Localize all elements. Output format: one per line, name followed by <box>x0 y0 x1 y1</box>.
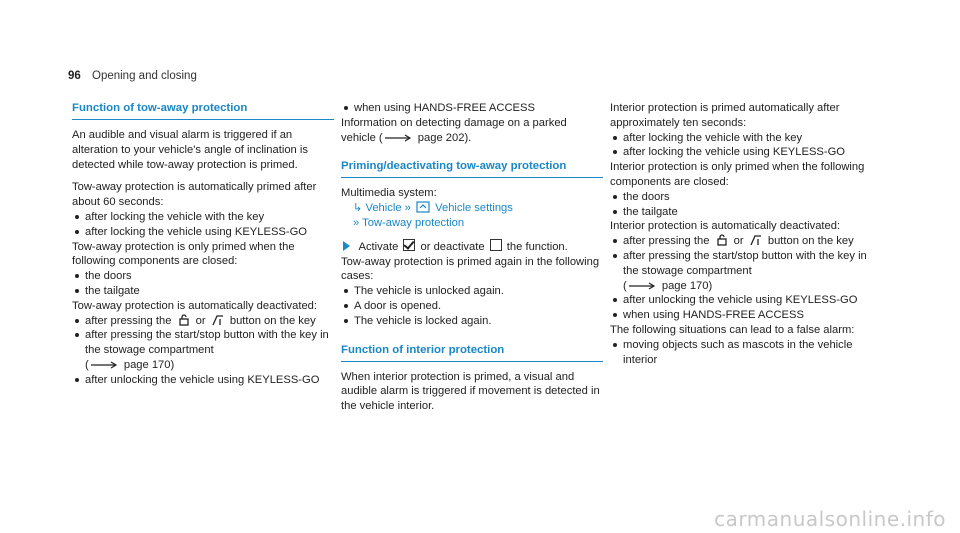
paragraph: Tow-away protection is automatically primed after about 60 seconds: <box>72 181 317 209</box>
list-item: when using HANDS-FREE ACCESS <box>610 308 872 323</box>
double-chevron-icon: » <box>353 216 360 229</box>
list-item: The vehicle is locked again. <box>341 314 603 329</box>
list-text: after pressing the start/stop button with the key in the stowage compartment <box>623 249 867 277</box>
column-3 <box>610 101 872 367</box>
list-item: The vehicle is unlocked again. <box>341 284 603 299</box>
list-item: after locking the vehicle using KEYLESS-GO <box>610 145 872 160</box>
page-ref-arrow-icon <box>629 282 657 290</box>
column-2 <box>341 101 603 414</box>
list-item: after locking the vehicle with the key <box>610 131 872 146</box>
list-item: the doors <box>72 269 334 284</box>
paragraph: Interior protection is primed automatically after approximately ten seconds: <box>610 102 840 129</box>
system-label: Multimedia system: <box>341 187 437 200</box>
page-reference[interactable]: page 202). <box>417 131 472 144</box>
checkbox-checked-icon <box>403 239 415 251</box>
list-item: after locking the vehicle using KEYLESS-GO <box>72 225 334 240</box>
list-text: after pressing the <box>623 235 710 248</box>
instruction-text: or deactivate <box>420 240 485 253</box>
list-item: moving objects such as mascots in the vehicle interior <box>610 338 872 368</box>
bullet-list <box>341 101 603 116</box>
bullet-list <box>610 338 872 368</box>
paragraph: Tow-away protection is only primed when the following components are closed: <box>72 240 295 268</box>
list-text: after pressing the <box>85 314 172 327</box>
bullet-list <box>610 190 872 220</box>
list-text: or <box>195 314 206 327</box>
instruction <box>341 239 603 255</box>
list-item: A door is opened. <box>341 299 603 314</box>
menu-path-vehicle[interactable]: Vehicle <box>365 202 402 215</box>
list-text: or <box>733 235 744 248</box>
list-text: button on the key <box>767 235 854 248</box>
list-item: when using HANDS-FREE ACCESS <box>341 101 603 116</box>
page-number: 96 <box>68 70 81 82</box>
bullet-list <box>72 269 334 299</box>
unlock-icon <box>177 314 191 326</box>
paragraph: Tow-away protection is automatically deactivated: <box>72 299 317 312</box>
list-text: button on the key <box>229 314 316 327</box>
watermark: carmanualsonline.info <box>714 507 946 532</box>
list-item: the doors <box>610 190 872 205</box>
checkbox-empty-icon <box>490 239 502 251</box>
instruction-text: Activate <box>358 240 399 253</box>
paragraph <box>341 116 603 146</box>
list-item: after pressing the start/stop button with the key in the stowage compartment ( page 170) <box>610 249 872 293</box>
menu-path-vehicle-settings[interactable]: Vehicle settings <box>435 202 513 215</box>
page-reference[interactable]: page 170) <box>661 279 713 292</box>
list-item <box>610 234 872 249</box>
menu-path <box>341 201 603 216</box>
paragraph: The following situations can lead to a false alarm: <box>610 323 855 336</box>
menu-path-tow-away[interactable]: Tow-away protection <box>362 216 465 229</box>
bullet-list <box>610 131 872 161</box>
list-item: the tailgate <box>72 284 334 299</box>
list-item: after pressing the start/stop button with the key in the stowage compartment ( page 170) <box>72 328 334 372</box>
bullet-list <box>72 314 334 388</box>
vehicle-settings-icon <box>416 201 430 213</box>
menu-path-continued <box>341 216 603 231</box>
double-chevron-icon: » <box>404 202 411 215</box>
list-text: after pressing the start/stop button with the key in the stowage compartment <box>85 329 329 357</box>
heading-priming-deactivating: Priming/deactivating tow-away protection <box>341 159 603 178</box>
section-title: Opening and closing <box>92 70 197 82</box>
heading-tow-away-function: Function of tow-away protection <box>72 101 334 120</box>
list-item: after unlocking the vehicle using KEYLESS-GO <box>610 293 872 308</box>
page-ref-arrow-icon <box>385 134 413 142</box>
heading-interior-protection: Function of interior protection <box>341 343 603 362</box>
return-arrow-icon: ↳ <box>353 202 363 215</box>
tailgate-icon <box>211 314 225 326</box>
paragraph: Tow-away protection is primed again in the following cases: <box>341 255 600 283</box>
list-item: the tailgate <box>610 205 872 220</box>
bullet-list <box>610 234 872 323</box>
tailgate-icon <box>749 234 763 246</box>
page-reference[interactable]: page 170) <box>123 358 175 371</box>
paragraph: When interior protection is primed, a visual and audible alarm is triggered if movement is detected in the vehicle interior. <box>341 370 600 413</box>
page-header <box>68 69 197 84</box>
action-arrow-icon <box>343 241 350 251</box>
paragraph: Interior protection is automatically deactivated: <box>610 220 841 233</box>
list-item: after locking the vehicle with the key <box>72 210 334 225</box>
bullet-list <box>72 210 334 240</box>
column-1 <box>72 101 334 388</box>
unlock-icon <box>715 234 729 246</box>
paragraph-text: Information on detecting damage on a parked vehicle ( <box>341 116 567 144</box>
paragraph: Interior protection is only primed when the following components are closed: <box>610 161 865 188</box>
instruction-text: the function. <box>506 240 568 253</box>
list-item: after unlocking the vehicle using KEYLESS-GO <box>72 373 334 388</box>
bullet-list <box>341 284 603 328</box>
list-item <box>72 314 334 329</box>
page-ref-arrow-icon <box>91 361 119 369</box>
paragraph: An audible and visual alarm is triggered if an alteration to your vehicle's angle of inclination is detected while tow-away protection is primed. <box>72 129 308 171</box>
